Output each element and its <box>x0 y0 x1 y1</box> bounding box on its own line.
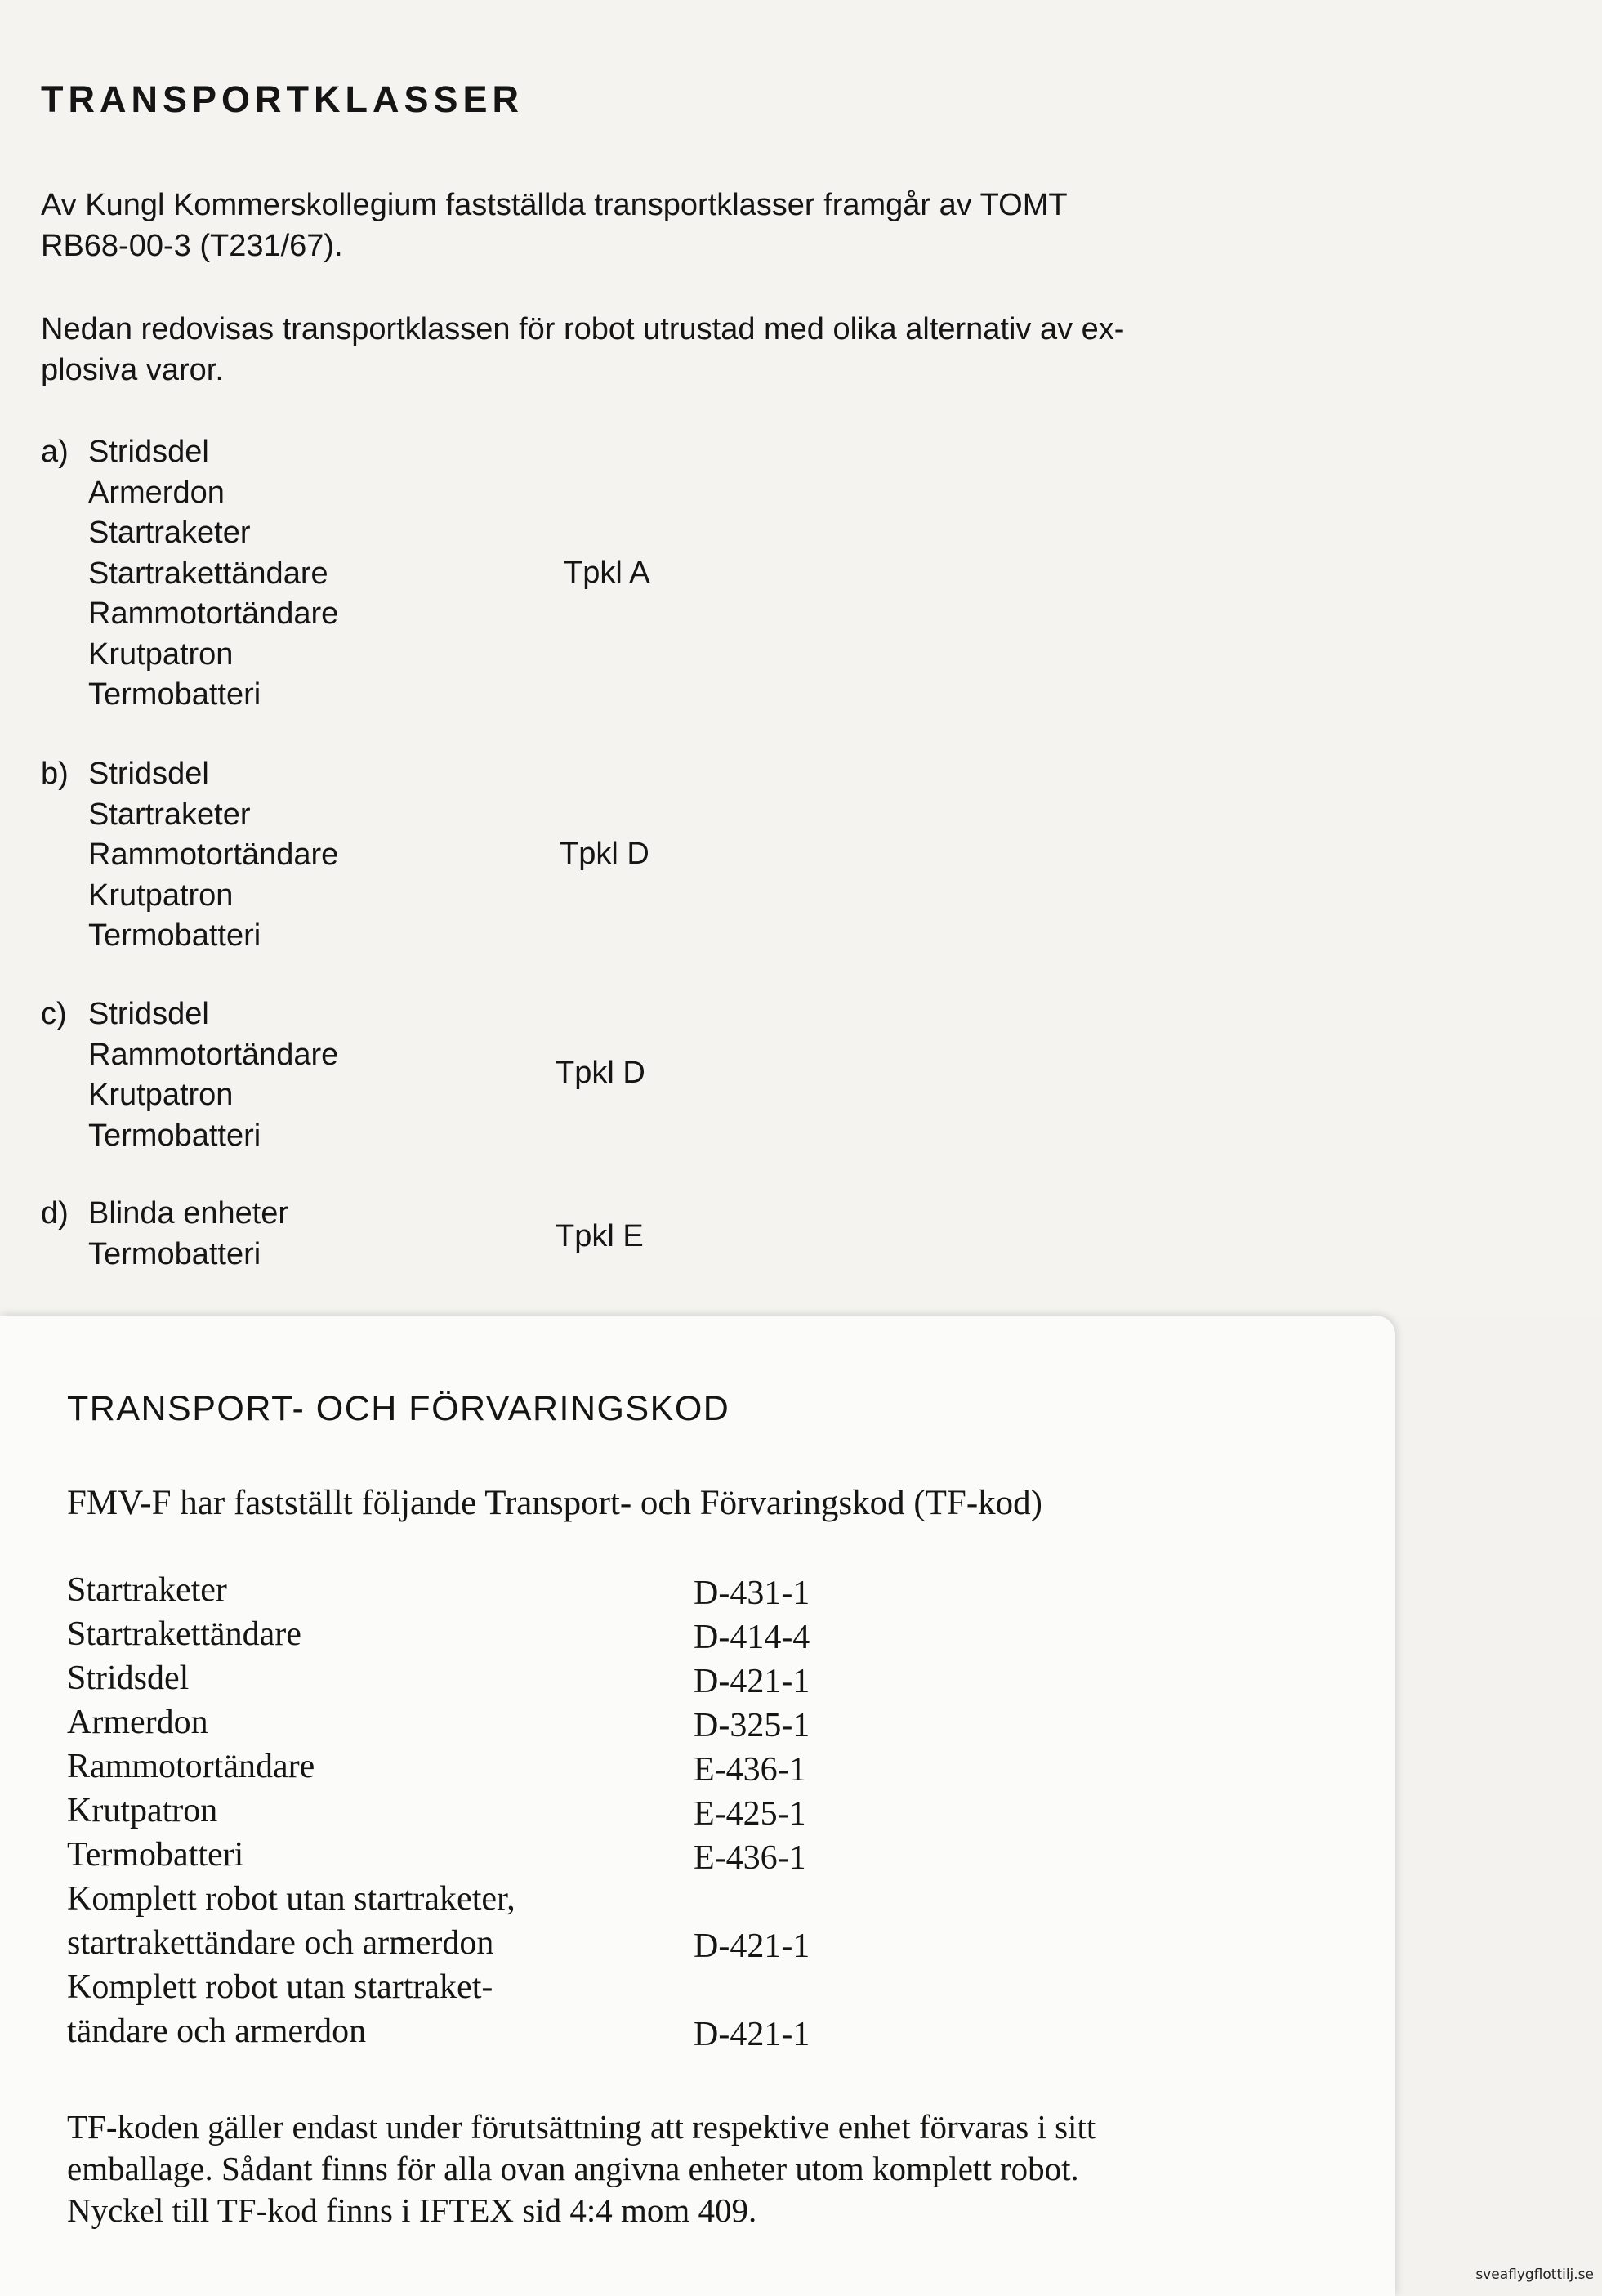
tf-note: TF-koden gäller endast under förutsättning att respektive enhet förvaras i sitt emballage. Sådant finns för alla ovan angivna enheter utom komplett robot. Nyckel till TF-kod finns i IFTEX sid 4:4 mom 409. <box>67 2108 1096 2229</box>
group-items <box>88 1194 288 1275</box>
tf-item-name: Rammotortändare <box>67 1748 315 1785</box>
tf-item-name: Startraketer <box>67 1571 227 1609</box>
list-item: Krutpatron <box>88 878 234 913</box>
list-item: Rammotortändare <box>88 596 339 631</box>
tf-item-name: Krutpatron <box>67 1792 218 1829</box>
list-item: Stridsdel <box>88 757 209 791</box>
list-item: Krutpatron <box>88 637 234 672</box>
tpkl-d-label: Tpkl E <box>556 1219 644 1253</box>
tpkl-c-label: Tpkl D <box>556 1056 645 1090</box>
group-items <box>88 754 338 957</box>
list-item: Termobatteri <box>88 1236 261 1271</box>
site-watermark: sveaflygflottilj.se <box>1475 2267 1594 2283</box>
tf-code: D-325-1 <box>694 1707 810 1744</box>
tpkl-a-label: Tpkl A <box>564 556 650 590</box>
list-item: Blinda enheter <box>88 1196 289 1231</box>
tf-item-name: Stridsdel <box>67 1659 190 1697</box>
list-item: Startrakettändare <box>88 556 328 591</box>
tpkl-b-label: Tpkl D <box>560 837 649 871</box>
list-item: Rammotortändare <box>88 1037 339 1072</box>
group-letter: c) <box>41 997 67 1031</box>
list-item: Startraketer <box>88 797 251 832</box>
list-item: Stridsdel <box>88 435 209 469</box>
tf-item-name: Termobatteri <box>67 1836 244 1874</box>
tf-code: D-431-1 <box>694 1575 810 1612</box>
group-letter: b) <box>41 757 69 791</box>
tf-code: D-414-4 <box>694 1619 810 1656</box>
list-item: Termobatteri <box>88 918 261 953</box>
tf-code: D-421-1 <box>694 2016 810 2053</box>
group-items <box>88 994 338 1156</box>
list-item: Termobatteri <box>88 1118 261 1153</box>
list-item: Krutpatron <box>88 1078 234 1112</box>
tf-code: D-421-1 <box>694 1663 810 1700</box>
tf-item-name: Startrakettändare <box>67 1615 301 1653</box>
tf-item-name: Komplett robot utan startraket- tändare och armerdon <box>67 1968 493 2050</box>
tf-code: D-421-1 <box>694 1927 810 1965</box>
tf-code: E-436-1 <box>694 1751 806 1789</box>
list-item: Armerdon <box>88 475 225 510</box>
section-title-tf-kod: TRANSPORT- OCH FÖRVARINGSKOD <box>67 1389 730 1428</box>
tf-item-name: Komplett robot utan startraketer, startrakettändare och armerdon <box>67 1880 515 1962</box>
group-items <box>88 432 338 716</box>
group-letter: a) <box>41 435 69 469</box>
section-title-transportklasser: TRANSPORTKLASSER <box>41 78 524 120</box>
intro-paragraph: Av Kungl Kommerskollegium fastställda transportklasser framgår av TOMT RB68-00-3 (T231/67). <box>41 188 1068 263</box>
group-letter: d) <box>41 1196 69 1231</box>
list-item: Rammotortändare <box>88 838 339 872</box>
tf-intro: FMV-F har fastställt följande Transport- och Förvaringskod (TF-kod) <box>67 1484 1042 1522</box>
description-paragraph: Nedan redovisas transportklassen för robot utrustad med olika alternativ av ex- plosiva varor. <box>41 312 1125 387</box>
tf-item-name: Armerdon <box>67 1704 208 1741</box>
list-item: Startraketer <box>88 516 251 550</box>
tf-code: E-425-1 <box>694 1795 806 1833</box>
tf-code: E-436-1 <box>694 1839 806 1877</box>
list-item: Termobatteri <box>88 677 261 712</box>
list-item: Stridsdel <box>88 997 209 1031</box>
